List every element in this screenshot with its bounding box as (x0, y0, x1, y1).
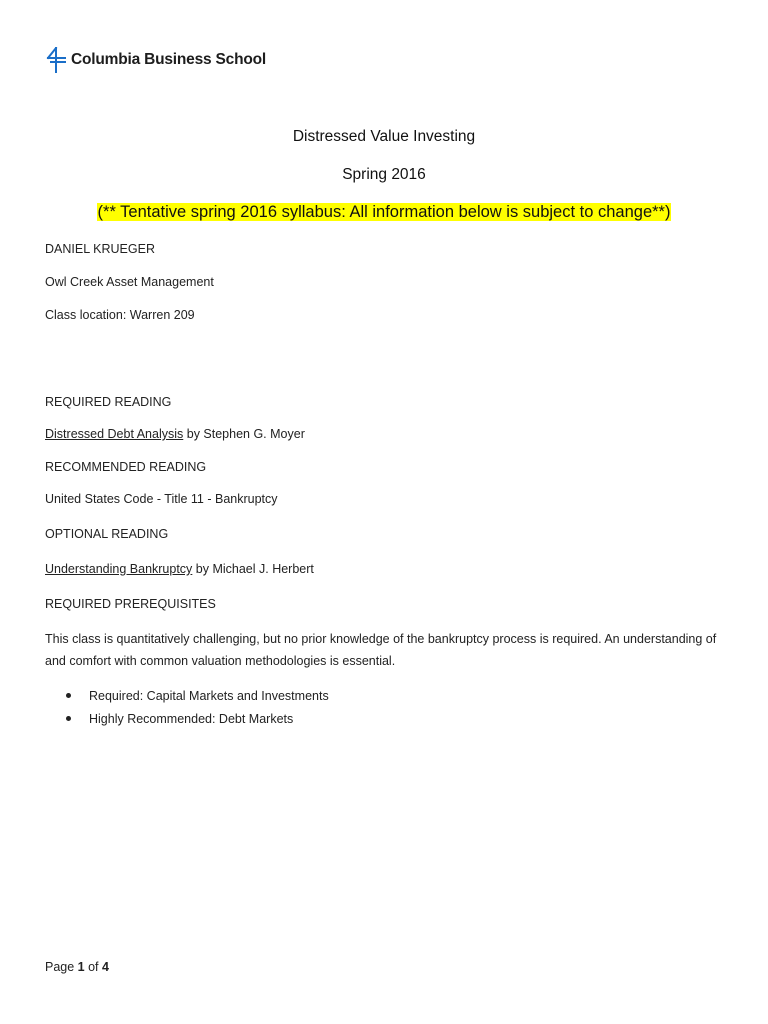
optional-reading-heading: OPTIONAL READING (45, 527, 169, 541)
list-item (45, 684, 329, 707)
logo-wordmark: Columbia Business School (71, 51, 267, 68)
class-location: Class location: Warren 209 (45, 308, 195, 322)
required-reading-heading: REQUIRED READING (45, 395, 172, 409)
list-item (45, 707, 329, 730)
columbia-business-school-logo (45, 47, 266, 73)
prerequisites-paragraph: This class is quantitatively challenging, but no prior knowledge of the bankruptcy process is required. An understanding of and comfort with common valuation methodologies is essential. (45, 632, 717, 668)
page-of-label: of (84, 960, 102, 974)
required-book-author: by Stephen G. Moyer (183, 427, 305, 441)
optional-book-title: Understanding Bankruptcy (45, 562, 193, 576)
prerequisites-list (45, 684, 329, 730)
page-total: 4 (102, 960, 109, 974)
required-reading-item (45, 427, 305, 441)
optional-reading-item (45, 562, 314, 576)
course-title: Distressed Value Investing (292, 128, 476, 145)
prerequisites-heading: REQUIRED PREREQUISITES (45, 597, 216, 611)
bullet-icon (66, 716, 71, 721)
columbia-crown-icon (45, 47, 67, 73)
instructor-company: Owl Creek Asset Management (45, 275, 214, 289)
page-number (45, 960, 109, 974)
optional-book-author: by Michael J. Herbert (192, 562, 314, 576)
notice-highlight: (** Tentative spring 2016 syllabus: All information below is subject to change**) (97, 203, 671, 221)
required-book-title: Distressed Debt Analysis (45, 427, 184, 441)
list-item-text: Highly Recommended: Debt Markets (89, 711, 294, 726)
bullet-icon (66, 693, 71, 698)
list-item-text: Required: Capital Markets and Investments (89, 688, 329, 703)
page-current: 1 (77, 960, 85, 974)
page-label: Page (45, 960, 78, 974)
instructor-name: DANIEL KRUEGER (45, 242, 155, 256)
recommended-reading-heading: RECOMMENDED READING (45, 460, 207, 474)
tentative-notice (0, 203, 768, 222)
course-term: Spring 2016 (342, 166, 426, 183)
recommended-reading-item: United States Code - Title 11 - Bankruptcy (45, 492, 278, 506)
